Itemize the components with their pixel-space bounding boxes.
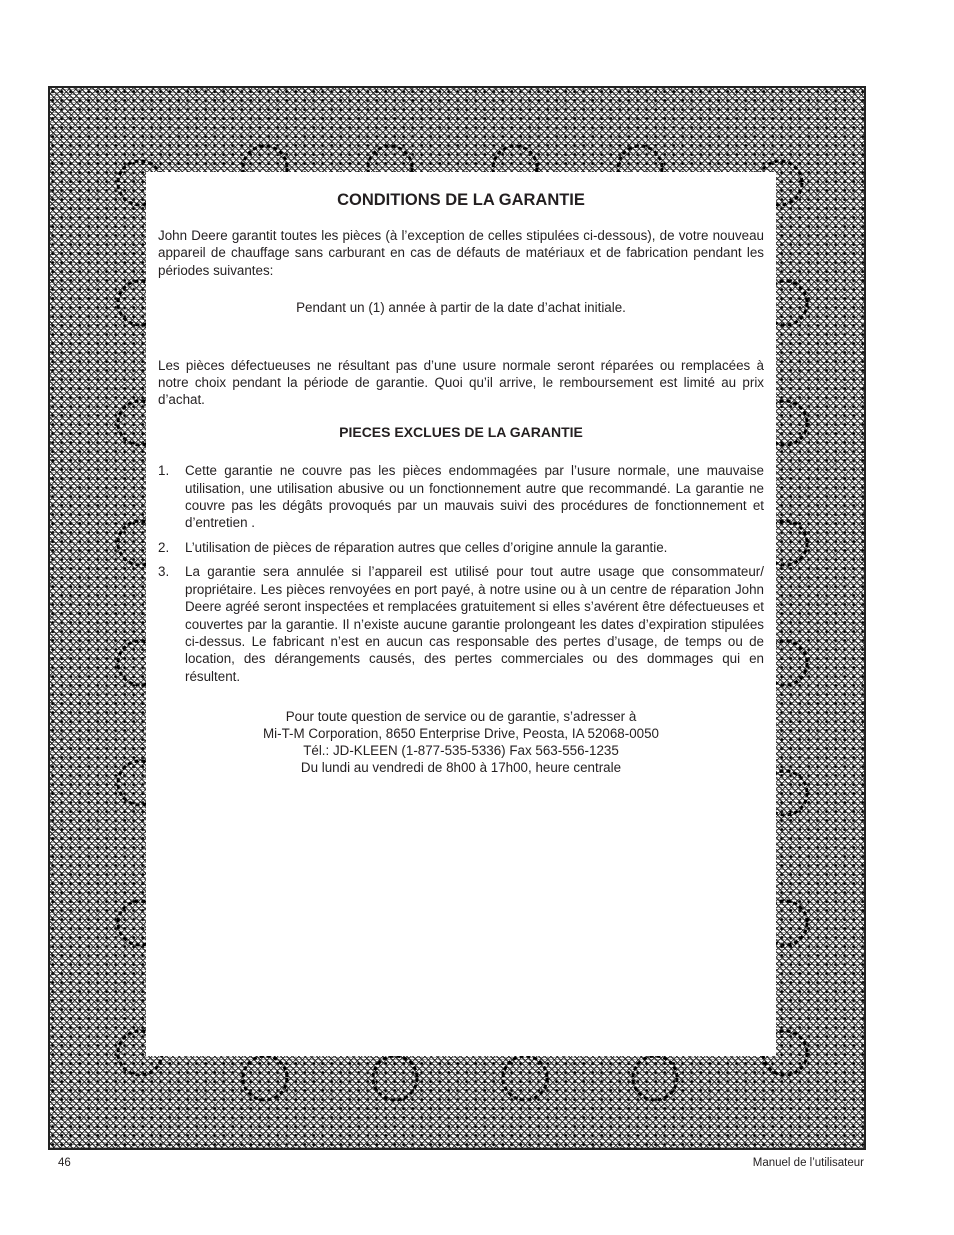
contact-line: Du lundi au vendredi de 8h00 à 17h00, heure centrale <box>300 760 622 776</box>
exclusions-title: PIECES EXCLUES DE LA GARANTIE <box>339 423 583 440</box>
exclusion-text: La garantie sera annulée si l’appareil est utilisé pour tout autre usage que consommateur/ propriétaire. Les pièces renvoyées en port payé, à notre usine ou à un centre de réparation John Deere agréé seront inspectées et remplacées gratuitement si elles s’avérent être défectueuses et couvertes par la garantie. Il n’existe aucune garantie prolongeant les dates d’expiration stipulées ci-dessus. Le fabricant n’est en aucun cas responsable des pertes d’usage, de temps ou de location, des dérangements causés, des pertes commerciales ou des dommages qui en résultent. <box>185 564 764 684</box>
warranty-intro: John Deere garantit toutes les pièces (à l’exception de celles stipulées ci-dessous), de votre nouveau appareil de chauffage sans carburant en cas de défauts de matériaux et de fabrication pendant les périodes suivantes: <box>158 228 764 278</box>
exclusions-list <box>158 462 764 685</box>
manual-title: Manuel de l’utilisateur <box>752 1157 864 1169</box>
exclusion-number: 3. <box>158 564 170 580</box>
exclusion-number: 2. <box>158 539 170 555</box>
contact-line: Pour toute question de service ou de garantie, s’adresser à <box>285 709 637 725</box>
exclusion-item <box>158 563 764 685</box>
exclusion-item <box>158 462 764 532</box>
warranty-title: CONDITIONS DE LA GARANTIE <box>337 191 585 209</box>
exclusion-number: 1. <box>158 463 170 479</box>
warranty-content <box>158 190 764 776</box>
contact-line: Tél.: JD-KLEEN (1-877-535-5336) Fax 563-556-1235 <box>303 743 619 759</box>
warranty-period: Pendant un (1) année à partir de la date d’achat initiale. <box>296 300 626 316</box>
exclusion-text: L’utilisation de pièces de réparation autres que celles d’origine annule la garantie. <box>185 539 668 555</box>
warranty-defects: Les pièces défectueuses ne résultant pas d’une usure normale seront réparées ou remplacées à notre choix pendant la période de garantie. Quoi qu’il arrive, le remboursement est limité au prix d’achat. <box>158 357 764 408</box>
exclusion-text: Cette garantie ne couvre pas les pièces endommagées par l’usure normale, une mauvaise utilisation, une utilisation abusive ou un fonctionnement autre que recommandé. La garantie ne couvre pas les dégâts provoqués par un mauvais suivi des procédures de fonctionnement et d’entretien . <box>185 463 764 531</box>
exclusion-item <box>158 539 764 556</box>
contact-line: Mi-T-M Corporation, 8650 Enterprise Drive, Peosta, IA 52068-0050 <box>263 726 659 742</box>
page-number: 46 <box>58 1157 71 1169</box>
contact-block <box>158 708 764 776</box>
